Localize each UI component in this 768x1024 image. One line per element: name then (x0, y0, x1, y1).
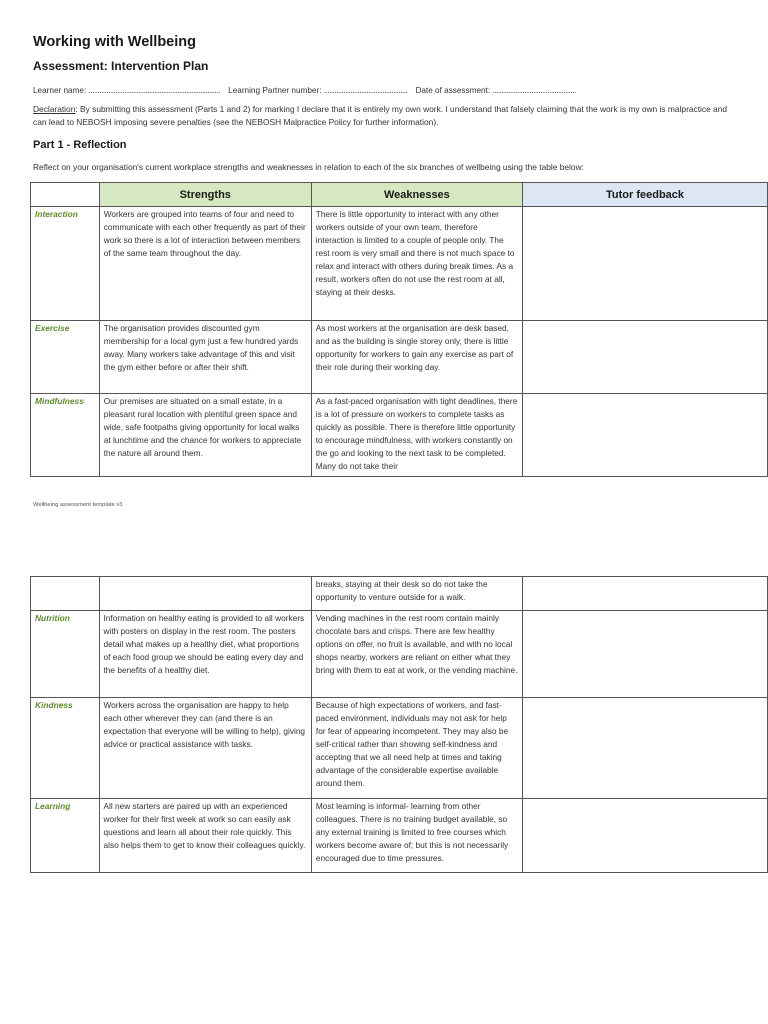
strengths-header: Strengths (99, 183, 311, 207)
declaration-label: Declaration (33, 104, 76, 114)
declaration-text: : By submitting this assessment (Parts 1 and 2) for marking I declare that it is entirely my own work. I understand that falsely claiming that the work is my own is malpractice and can lead to NEBOSH imposing severe penalties (see the NEBOSH Malpractice Policy for further information). (33, 104, 728, 127)
tutor-feedback-cell[interactable] (523, 577, 768, 611)
weaknesses-cell: As a fast-paced organisation with tight deadlines, there is a lot of pressure on workers to complete tasks as quickly as possible. There is therefore little opportunity to encourage mindfulness, with workers constantly on the go and looking to the next task to be completed. Many do not take their (311, 394, 522, 477)
learning-partner-label: Learning Partner number: (228, 86, 322, 95)
weaknesses-cell: Because of high expectations of workers, and fast-paced environment, individuals may not ask for help for fear of appearing incompetent. They may also be self-critical rather than showing self-kindness and accepting that we all need help at times and taking advantage of the considerable expertise available around them. (311, 698, 522, 799)
table-row-mindfulness (31, 394, 768, 477)
weaknesses-cell: Most learning is informal- learning from other colleagues. There is no training budget available, so any external training is limited to free courses which workers become aware of; but this is not necessarily encouraged due to time pressures. (311, 799, 522, 873)
assessment-date-label: Date of assessment: (415, 86, 491, 95)
strengths-cell: Workers are grouped into teams of four and need to communicate with each other frequently as part of their work so there is a lot of interaction between members of the same team throughout the day. (99, 207, 311, 321)
reflection-table (30, 182, 768, 477)
table-row-interaction (31, 207, 768, 321)
assessment-date-blank: ............................................... (492, 86, 576, 95)
weaknesses-cell: As most workers at the organisation are desk based, and as the building is single storey only, there is little opportunity for workers to gain any exercise as part of their role during their working day. (311, 321, 522, 394)
strengths-cell: Our premises are situated on a small estate, in a pleasant rural location with plentiful green space and wide, safe footpaths giving opportunity for local walks at lunchtime and the chance for workers to appreciate the nature all around them. (99, 394, 311, 477)
category-label (31, 577, 100, 611)
declaration-paragraph (33, 103, 739, 129)
tutor-feedback-cell[interactable] (523, 321, 768, 394)
weaknesses-cell: There is little opportunity to interact with any other workers outside of your own team, therefore interaction is limited to a couple of people only. The rest room is very small and there is not much space to relax and interact with others during break times. As a result, workers often do not use the rest room at all, staying at their desks. (311, 207, 522, 321)
reflection-table-continued (30, 576, 768, 873)
strengths-cell: The organisation provides discounted gym membership for a local gym just a few hundred yards away. Many workers take advantage of this and visit the gym either before or after their shift. (99, 321, 311, 394)
part1-heading: Part 1 - Reflection (33, 139, 127, 151)
category-label: Exercise (31, 321, 100, 394)
part1-intro: Reflect on your organisation's current workplace strengths and weaknesses in relation to each of the six branches of wellbeing using the table below: (33, 162, 584, 172)
learner-name-label: Learner name: (33, 86, 87, 95)
tutor-feedback-header: Tutor feedback (523, 183, 768, 207)
assessment-date-field[interactable] (415, 86, 575, 95)
weaknesses-cell: breaks, staying at their desk so do not take the opportunity to venture outside for a walk. (311, 577, 522, 611)
template-footer-label: Wellbeing assessment template v3 (33, 502, 123, 508)
category-label: Interaction (31, 207, 100, 321)
learner-details-line (33, 86, 582, 95)
table-row-learning (31, 799, 768, 873)
category-label: Kindness (31, 698, 100, 799)
weaknesses-header: Weaknesses (311, 183, 522, 207)
strengths-cell (99, 577, 311, 611)
table-row-nutrition (31, 611, 768, 698)
tutor-feedback-cell[interactable] (523, 394, 768, 477)
learner-name-blank: .......................................................................... (88, 86, 220, 95)
category-header (31, 183, 100, 207)
table-header-row (31, 183, 768, 207)
document-title: Working with Wellbeing (33, 34, 196, 50)
table-row-kindness (31, 698, 768, 799)
strengths-cell: Information on healthy eating is provided to all workers with posters on display in the rest room. The posters detail what makes up a healthy diet, what proportions of each food group we should be eating every day and the benefits of a healthy diet. (99, 611, 311, 698)
weaknesses-cell: Vending machines in the rest room contain mainly chocolate bars and crisps. There are few healthy options on offer, no fruit is available, and with no local shops nearby, workers are reliant on either what they bring with them to eat at work, or the vending machine. (311, 611, 522, 698)
category-label: Nutrition (31, 611, 100, 698)
document-subtitle: Assessment: Intervention Plan (33, 59, 209, 73)
learning-partner-field[interactable] (228, 86, 407, 95)
learner-name-field[interactable] (33, 86, 220, 95)
strengths-cell: All new starters are paired up with an experienced worker for their first week at work so can easily ask questions and learn all about their role quickly. This also helps them to get to know their colleagues quickly. (99, 799, 311, 873)
category-label: Learning (31, 799, 100, 873)
tutor-feedback-cell[interactable] (523, 799, 768, 873)
document-page-2 (0, 560, 768, 1020)
strengths-cell: Workers across the organisation are happy to help each other wherever they can (and there is an expectation that everyone will be willing to help), giving advice or practical assistance with tasks. (99, 698, 311, 799)
tutor-feedback-cell[interactable] (523, 207, 768, 321)
table-row-continuation (31, 577, 768, 611)
table-row-exercise (31, 321, 768, 394)
tutor-feedback-cell[interactable] (523, 698, 768, 799)
category-label: Mindfulness (31, 394, 100, 477)
learning-partner-blank: ............................................... (323, 86, 408, 95)
tutor-feedback-cell[interactable] (523, 611, 768, 698)
